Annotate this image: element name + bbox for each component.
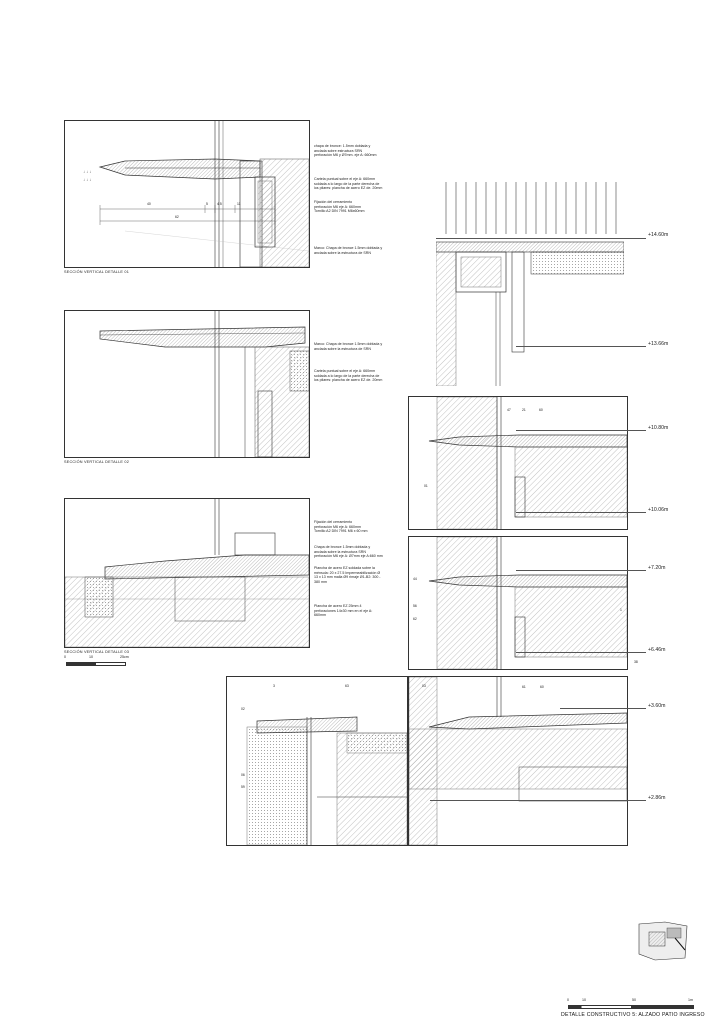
- d1-caption: SECCIÓN VERTICAL DETALLE 01: [64, 270, 130, 274]
- ref-02: 02: [241, 707, 245, 711]
- ref-62: 62: [413, 617, 417, 621]
- d3-scale-0: 0: [64, 655, 66, 659]
- d3-scale-10: 10: [89, 655, 93, 659]
- sheet-scale-1m: 1m: [688, 998, 693, 1002]
- level-10-06: +10.06m: [648, 507, 669, 513]
- ref-01: 01: [424, 484, 428, 488]
- ref-44: 44: [413, 577, 417, 581]
- sheet-title: DETALLE CONSTRUCTIVO 5: ALZADO PATIO INGRESO: [561, 1012, 705, 1018]
- level-6-46: +6.46m: [648, 647, 666, 653]
- d3-note-steel-plate: Plancha de acero EZ 25mm 4 perforaciones 14x30 mm en el eje A: 660mm: [314, 604, 373, 618]
- elevation-panel-10: [408, 396, 628, 530]
- key-plan: [635, 918, 691, 964]
- level-7-20: +7.20m: [648, 565, 666, 571]
- d1-note-bronze-sheet: chapa de bronce: 1.5mm doblada y anclada sobre estructura SRN perforación M6 y Ø7mm. eje A: 660mm: [314, 144, 377, 158]
- elevation-07-drawing: [409, 537, 627, 669]
- sheet-scale-50: 50: [632, 998, 636, 1002]
- d1-note-bracket: Cartela puntual sobre el eje A: 660mm soldada a lo largo de la parte derecha de los pilares: plancha de acero EZ de. 20mm: [314, 177, 383, 191]
- ref-21: 21: [522, 408, 526, 412]
- d1-dim-5: 5: [206, 202, 208, 206]
- d1-dim-40: 40: [147, 202, 151, 206]
- detail-02-drawing: [65, 311, 309, 457]
- ref-1: 1: [620, 608, 622, 612]
- level-10-80: +10.80m: [648, 425, 669, 431]
- level-line-2-86: [430, 800, 646, 801]
- d2-caption: SECCIÓN VERTICAL DETALLE 02: [64, 460, 130, 464]
- level-2-86: +2.86m: [648, 795, 666, 801]
- elevation-panel-lower-left: [226, 676, 408, 846]
- level-line-7-20: [516, 570, 646, 571]
- d3-note-bronze: Chapa de bronce 1.5mm doblada y anclada sobre la estructura SRN perforación M6 eje A: Ø7mm eje A:660 mm: [314, 545, 383, 559]
- ref-47: 47: [507, 408, 511, 412]
- svg-text:↓ ↓ ↓: ↓ ↓ ↓: [83, 169, 92, 174]
- key-plan-drawing: [635, 918, 691, 964]
- ref-63: 63: [345, 684, 349, 688]
- lower-left-drawing: [227, 677, 407, 845]
- detail-01-drawing: [65, 121, 309, 267]
- ref-06: 06: [241, 773, 245, 777]
- ref-60-a: 60: [539, 408, 543, 412]
- d1-dim-11: 11: [237, 202, 241, 206]
- ref-59: 59: [241, 785, 245, 789]
- elevation-top-drawing: [436, 182, 624, 386]
- sheet-scale-bar: [568, 1005, 694, 1009]
- level-3-60: +3.60m: [648, 703, 666, 709]
- d1-dim-62: 62: [175, 215, 179, 219]
- level-14-60: +14.60m: [648, 232, 669, 238]
- d3-note-fixing: Fijación del cerramiento perforación M6 eje A: 660mm Tornillo A2 DIN 7991 M6 x 60 mm: [314, 520, 368, 534]
- detail-02-panel: [64, 310, 310, 458]
- ref-56: 56: [413, 604, 417, 608]
- detail-01-panel: [64, 120, 310, 268]
- elevation-panel-03: [408, 676, 628, 846]
- elevation-top-panel: [436, 182, 624, 386]
- level-13-66: +13.66m: [648, 341, 669, 347]
- level-line-10-06: [516, 512, 646, 513]
- d1-note-fixing: Fijación del cerramiento perforación M6 eje A: 660mm Tornillo A2 DIN 7991 M6x60mm: [314, 200, 365, 214]
- d3-note-plate: Plancha de acero EZ soldada sobre la ménsula: 20 x 27.5 Impermeabilización Ø 13 x 13 mm malla Ø9 rimaje Ø1-B2: 300 - 380 mm: [314, 566, 381, 584]
- elevation-03-drawing: [409, 677, 627, 845]
- elevation-panel-07: [408, 536, 628, 670]
- level-line-3-60: [560, 708, 646, 709]
- d2-note-frame: Marco: Chapa de bronce 1.5mm doblada y anclada sobre la estructura de SRN: [314, 342, 383, 351]
- d1-dim-4-5: 4.5: [217, 202, 222, 206]
- level-line-6-46: [516, 652, 646, 653]
- sheet-scale-10: 10: [582, 998, 586, 1002]
- d3-caption: SECCIÓN VERTICAL DETALLE 03: [64, 650, 130, 654]
- d2-note-bracket: Cartela puntual sobre el eje A: 660mm soldada a lo largo de la parte derecha de los pilares: plancha de acero EZ de. 20mm: [314, 369, 383, 383]
- ref-60-b: 60: [540, 685, 544, 689]
- ref-61: 61: [522, 685, 526, 689]
- svg-text:↓ ↓ ↓: ↓ ↓ ↓: [83, 177, 92, 182]
- ref-38: 38: [634, 660, 638, 664]
- ref-3: 3: [273, 684, 275, 688]
- level-line-13-66: [516, 346, 646, 347]
- level-line-14-60: [436, 238, 646, 239]
- d3-scale-bar: [66, 662, 126, 666]
- d3-scale-25: 25cm: [120, 655, 129, 659]
- ref-03: 03: [422, 684, 426, 688]
- level-line-10-80: [516, 430, 646, 431]
- detail-03-drawing: [65, 499, 309, 647]
- sheet-scale-0: 0: [567, 998, 569, 1002]
- d1-note-frame: Marco: Chapa de bronce 1.5mm doblada y anclada sobre la estructura de SRN: [314, 246, 383, 255]
- detail-03-panel: [64, 498, 310, 648]
- elevation-10-drawing: [409, 397, 627, 529]
